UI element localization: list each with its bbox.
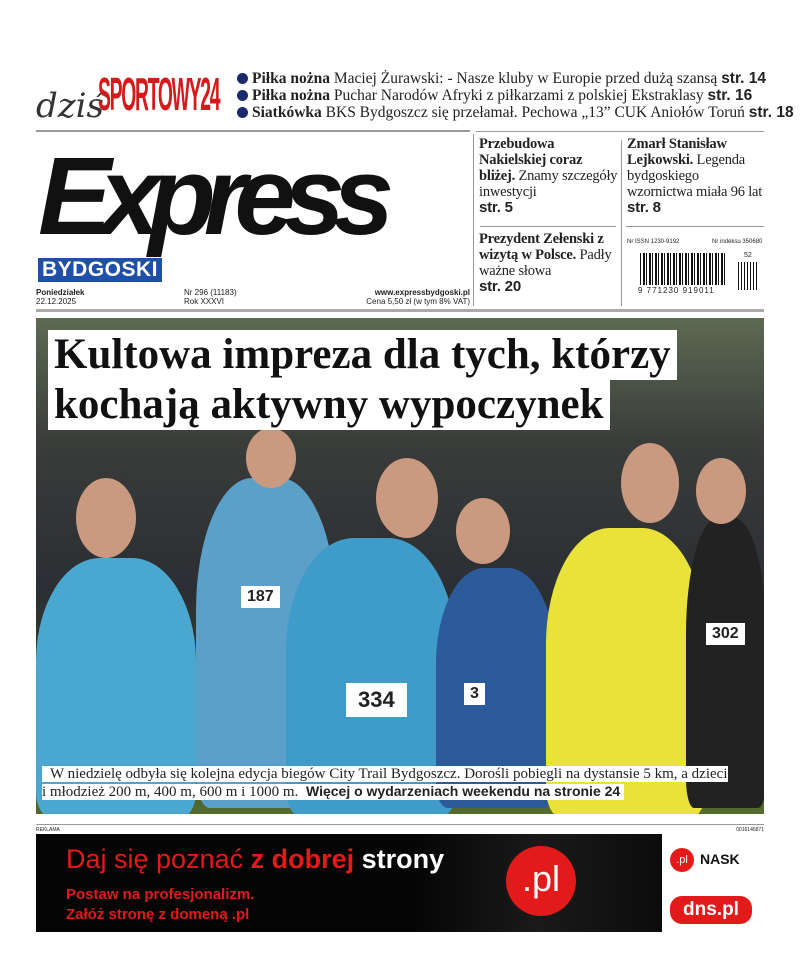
website-link[interactable]: www.expressbydgoski.pl — [374, 288, 470, 297]
divider — [476, 131, 764, 132]
nask-pl-icon: .pl — [670, 848, 694, 872]
divider — [621, 140, 622, 306]
bullet-icon — [237, 73, 248, 84]
bib-number: 187 — [241, 586, 280, 608]
teaser-page: str. 18 — [748, 104, 794, 121]
teaser-category: Piłka nożna — [252, 70, 330, 87]
ad-code: 0016146871 — [736, 827, 764, 833]
bullet-icon — [237, 90, 248, 101]
divider — [626, 226, 764, 227]
issue-number: Nr 296 (11183) — [184, 288, 237, 297]
caption-link[interactable]: Więcej o wydarzeniach weekendu na stronie 24 — [305, 783, 621, 799]
barcode-addon-number: 52 — [744, 252, 752, 259]
express-logo: Express — [38, 135, 383, 258]
news-box[interactable] — [627, 136, 767, 216]
year: Rok XXXVI — [184, 297, 225, 306]
site-block — [366, 288, 470, 306]
headline-line: kochają aktywny wypoczynek — [48, 380, 610, 430]
main-headline[interactable] — [48, 330, 677, 430]
headline-line: Kultowa impreza dla tych, którzy — [48, 330, 677, 380]
advertisement-banner[interactable] — [36, 834, 662, 932]
teaser-item[interactable] — [237, 70, 794, 87]
box-page: str. 5 — [479, 199, 513, 216]
divider — [480, 226, 616, 227]
barcode — [640, 253, 726, 285]
issn: Nr ISSN 1230-9192 — [627, 239, 680, 245]
bullet-icon — [237, 107, 248, 118]
bib-number: 302 — [706, 623, 745, 645]
teaser-text: Maciej Żurawski: - Nasze kluby w Europie przed dużą szansą — [333, 70, 718, 87]
divider — [36, 130, 470, 132]
box-text: Znamy szczegóły inwestycji — [479, 168, 618, 200]
news-box[interactable] — [479, 231, 619, 295]
box-text: Legenda bydgoskiego wzornictwa miała 96 lat — [627, 152, 763, 200]
index-number: Nr indeksu 350680 — [712, 239, 763, 245]
teaser-page: str. 14 — [721, 70, 766, 87]
teaser-page: str. 16 — [707, 87, 753, 104]
dns-pl-logo[interactable]: dns.pl — [670, 896, 752, 924]
teaser-category: Siatkówka — [252, 104, 322, 121]
teaser-text: BKS Bydgoszcz się przełamał. Pechowa „13” CUK Aniołów Toruń — [325, 104, 745, 121]
box-page: str. 20 — [479, 278, 521, 295]
bib-number: 3 — [464, 683, 485, 705]
ad-label: REKLAMA — [36, 827, 60, 833]
ad-subline: Załóż stronę z domeną .pl — [66, 906, 250, 923]
box-page: str. 8 — [627, 199, 661, 216]
caption-text: W niedzielę odbyła się kolejna edycja biegów City Trail Bydgoszcz. Dorośli pobiegli na dystansie 5 km, a dzieci i młodzież 200 m, 400 m, 600 m i 1000 m. — [42, 766, 728, 800]
teaser-item[interactable] — [237, 104, 794, 121]
box-text: Padły ważne słowa — [479, 247, 612, 279]
box-title: Zmarł Stanisław Lejkowski. — [627, 136, 727, 168]
nask-logo: NASK — [700, 851, 740, 867]
weekday: Poniedziałek — [36, 288, 85, 297]
barcode-addon — [738, 262, 758, 290]
teaser-item[interactable] — [237, 87, 794, 104]
dzis-label: dziś — [36, 86, 104, 126]
date-block — [36, 288, 84, 306]
news-box[interactable] — [479, 136, 619, 216]
photo-caption — [42, 766, 732, 801]
teaser-category: Piłka nożna — [252, 87, 330, 104]
divider — [36, 824, 764, 825]
ad-headline-white: strony — [354, 844, 445, 874]
box-title: Przebudowa Nakielskiej coraz bliżej. — [479, 136, 583, 184]
date: 22.12.2025 — [36, 297, 77, 306]
issue-block — [184, 288, 237, 306]
sport-teasers — [237, 70, 794, 121]
divider — [36, 309, 764, 312]
ad-headline-bold: z dobrej — [250, 844, 355, 874]
barcode-number: 9 771230 919011 — [638, 286, 715, 295]
ad-headline: Daj się poznać — [66, 844, 251, 874]
divider — [473, 134, 474, 306]
pl-circle-badge: .pl — [506, 846, 576, 916]
ad-subline: Postaw na profesjonalizm. — [66, 886, 255, 903]
teaser-text: Puchar Narodów Afryki z piłkarzami z polskiej Ekstraklasy — [333, 87, 704, 104]
bydgoski-label: BYDGOSKI — [38, 258, 162, 282]
bib-number: 334 — [346, 683, 407, 717]
price: Cena 5,50 zł (w tym 8% VAT) — [366, 297, 470, 306]
box-title: Prezydent Zełenski z wizytą w Polsce. — [479, 231, 604, 263]
sportowy24-logo: SPORTOWY24 — [98, 68, 220, 120]
